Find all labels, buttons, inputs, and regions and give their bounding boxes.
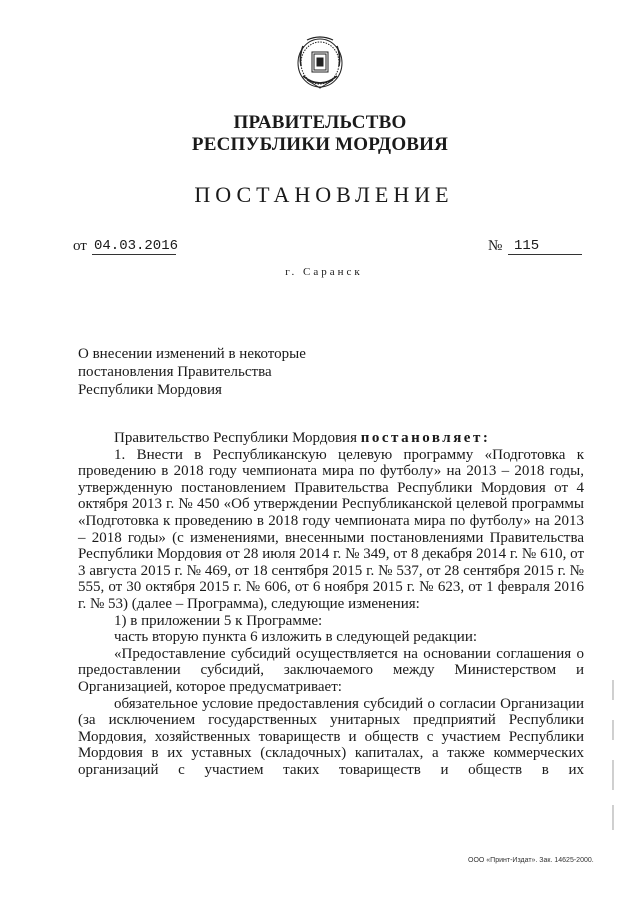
coat-of-arms-icon: [293, 32, 347, 94]
margin-mark: [610, 680, 616, 830]
number-label: №: [488, 238, 503, 254]
title-line: О внесении изменений в некоторые: [78, 346, 306, 362]
paragraph-4: «Предоставление субсидий осуществляется на основании соглашения о предоставлении субсидий, заключаемого между Министерством и Организацией, которое предусматривает:: [78, 645, 584, 695]
paragraph-2: 1) в приложении 5 к Программе:: [114, 612, 323, 629]
title-line: Республики Мордовия: [78, 382, 222, 398]
preamble-text: Правительство Республики Мордовия: [114, 430, 357, 446]
paragraph-3: часть вторую пункта 6 изложить в следующей редакции:: [114, 629, 478, 646]
paragraph-5: обязательное условие предоставления субсидий о согласии Организации (за исключением государственных унитарных предприятий Республики Мордовия, хозяйственных товариществ и обществ с участием Республики Мордовия в их уставных (складочных) капиталах, а также коммерческих организаций с участием таких товариществ и обществ в их: [78, 695, 584, 778]
date-label: от: [73, 238, 87, 254]
preamble-paragraph: [78, 430, 584, 447]
document-body: [78, 430, 584, 778]
decrees-word: постановляет:: [360, 430, 491, 446]
document-title: [78, 345, 306, 399]
organization-name-line2: РЕСПУБЛИКИ МОРДОВИЯ: [191, 134, 449, 155]
title-line: постановления Правительства: [78, 364, 272, 380]
document-type: ПОСТАНОВЛЕНИЕ: [194, 182, 454, 207]
paragraph-1: 1. Внести в Республиканскую целевую программу «Подготовка к проведению в 2018 году чемпионата мира по футболу» на 2013 – 2018 годы, утвержденную постановлением Правительства Республики Мордовия от 4 октября 2013 г. № 450 «Об утверждении Республиканской целевой программы «Подготовка к проведению в 2018 году чемпионата мира по футболу» на 2013 – 2018 годы» (с изменениями, внесенными постановлениями Правительства Республики Мордовия от 28 июля 2014 г. № 349, от 8 декабря 2014 г. № 610, от 3 августа 2015 г. № 469, от 18 сентября 2015 г. № 537, от 28 сентября 2015 г. № 555, от 30 октября 2015 г. № 606, от 6 ноября 2015 г. № 623, от 1 февраля 2016 г. № 53) (далее – Программа), следующие изменения:: [78, 446, 584, 612]
city: г. Саранск: [285, 266, 363, 278]
print-note: ООО «Принт-Издат». Зак. 14625-2000.: [468, 857, 594, 864]
date-value: 04.03.2016: [94, 238, 179, 254]
number-value: 115: [508, 238, 582, 255]
organization-name-line1: ПРАВИТЕЛЬСТВО: [233, 112, 407, 133]
